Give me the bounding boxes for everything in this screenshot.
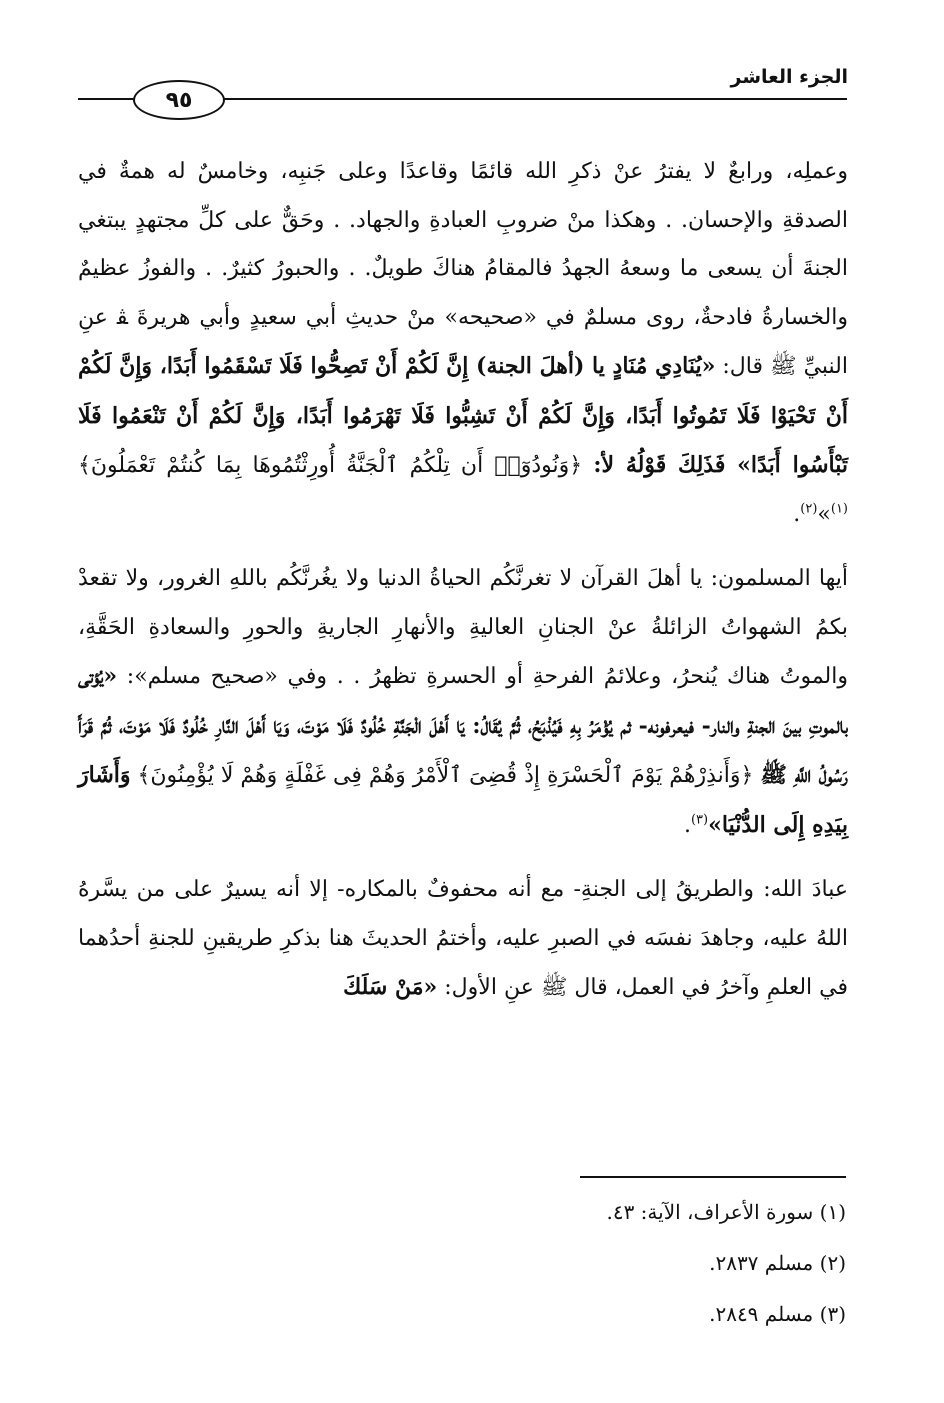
page-number: ٩٥ [133, 80, 225, 120]
footnote-2: (٢) مسلم ٢٨٣٧. [709, 1251, 846, 1275]
text-run: . [793, 501, 801, 527]
footnotes [446, 1192, 846, 1345]
body-text [78, 148, 848, 1013]
text-run: أيها المسلمون: يا أهلَ القرآن لا تغرنَّكُم الحياةُ الدنيا ولا يغُرنَّكُم باللهِ الغرور، ولا تقعدْ بكمُ الشهواتُ الزائلةُ عنْ الجنانِ العاليةِ والأنهارِ الجاريةِ والحورِ والسعادةِ الحَقَّةِ، والموتُ هناك يُنحرُ، وعلائمُ الفرحةِ أو الحسرةِ تظهرُ . . وفي «صحيح مسلم»: [78, 566, 848, 689]
text-run: ﴿وَنُودُوٓا۟ أَن تِلْكُمُ ٱلْجَنَّةُ أُورِثْتُمُوهَا بِمَا كُنتُمْ تَعْمَلُونَ﴾ [78, 453, 594, 478]
footnote-ref: (١) [830, 501, 848, 517]
text-run: ﴿وَأَنذِرْهُمْ يَوْمَ ٱلْحَسْرَةِ إِذْ قُضِىَ ٱلْأَمْرُ وَهُمْ فِى غَفْلَةٍ وَهُمْ لَا يُؤْمِنُونَ﴾ [130, 763, 761, 788]
hadith-quote: «يُؤتى بالموتِ بينَ الجنةِ والنار- فيعرفونه- ثم يُؤْمَرُ بِهِ فَيُذْبَحُ، ثُمَّ يُقَالُ: يَا أَهْلَ الْجَنَّةِ خُلُودٌ فَلَا مَوْتَ، وَيَا أَهْلَ النَّارِ خُلُودٌ فَلَا مَوْتَ، ثُمَّ قَرَأَ رَسُولُ اللَّهِ ﷺ [78, 663, 848, 788]
running-header-title: الجزء العاشر [730, 66, 848, 88]
text-run: » [817, 501, 831, 527]
header-rule-right [215, 98, 847, 100]
hadith-quote: «يُنَادِي مُنَادٍ يا (أهلَ الجنة) إِنَّ لَكُمْ أَنْ تَصِحُّوا فَلَا تَسْقَمُوا أَبَدًا، وَإِنَّ لَكُمْ أَنْ تَحْيَوْا فَلَا تَمُوتُوا أَبَدًا، وَإِنَّ لَكُمْ أَنْ تَشِبُّوا فَلَا تَهْرَمُوا أَبَدًا، وَإِنَّ لَكُمْ أَنْ تَنْعَمُوا فَلَا تَبْأَسُوا أَبَدًا» فَذَلِكَ قَوْلُهُ ﻷ: [78, 353, 848, 478]
text-run: . [683, 812, 691, 838]
hadith-quote: وَأَشَارَ بِيَدِهِ إِلَى الدُّنْيَا» [78, 762, 848, 838]
footnote-1: (١) سورة الأعراف، الآية: ٤٣. [606, 1200, 846, 1224]
footnote-separator [580, 1176, 846, 1178]
paragraph [78, 866, 848, 1013]
footnote-ref: (٣) [690, 812, 709, 828]
footnote-ref: (٢) [800, 501, 818, 517]
header-rule-left [78, 98, 140, 100]
text-run: عبادَ الله: والطريقُ إلى الجنةِ- مع أنه محفوفٌ بالمكاره- إلا أنه يسيرٌ على من يسَّرهُ اللهُ عليه، وجاهدَ نفسَه في الصبرِ عليه، وأختمُ الحديثَ هنا بذكرِ طريقينِ للجنةِ أحدُهما في العلمِ وآخرُ في العمل، قال ﷺ عنِ الأول: [78, 877, 848, 1000]
hadith-quote: «مَنْ سَلَكَ [343, 974, 438, 1000]
paragraph [78, 555, 848, 850]
text-run: وعملِه، ورابعٌ لا يفترُ عنْ ذكرِ الله قائمًا وقاعدًا وعلى جَنبِه، وخامسٌ له همةٌ في الصدقةِ والإحسان. . وهكذا منْ ضروبِ العبادةِ والجهاد. . وحَقٌّ على كلِّ مجتهدٍ يبتغي الجنةَ أن يسعى ما وسعهُ الجهدُ فالمقامُ هناكَ طويلٌ. . والحبورُ كثيرٌ. . والفوزُ عظيمٌ والخسارةُ فادحةٌ، روى مسلمٌ في «صحيحه» منْ حديثِ أبي سعيدٍ وأبي هريرةَ ﭭ عنِ النبيِّ ﷺ قال: [78, 159, 848, 379]
paragraph [78, 148, 848, 539]
footnote-3: (٣) مسلم ٢٨٤٩. [709, 1302, 846, 1326]
